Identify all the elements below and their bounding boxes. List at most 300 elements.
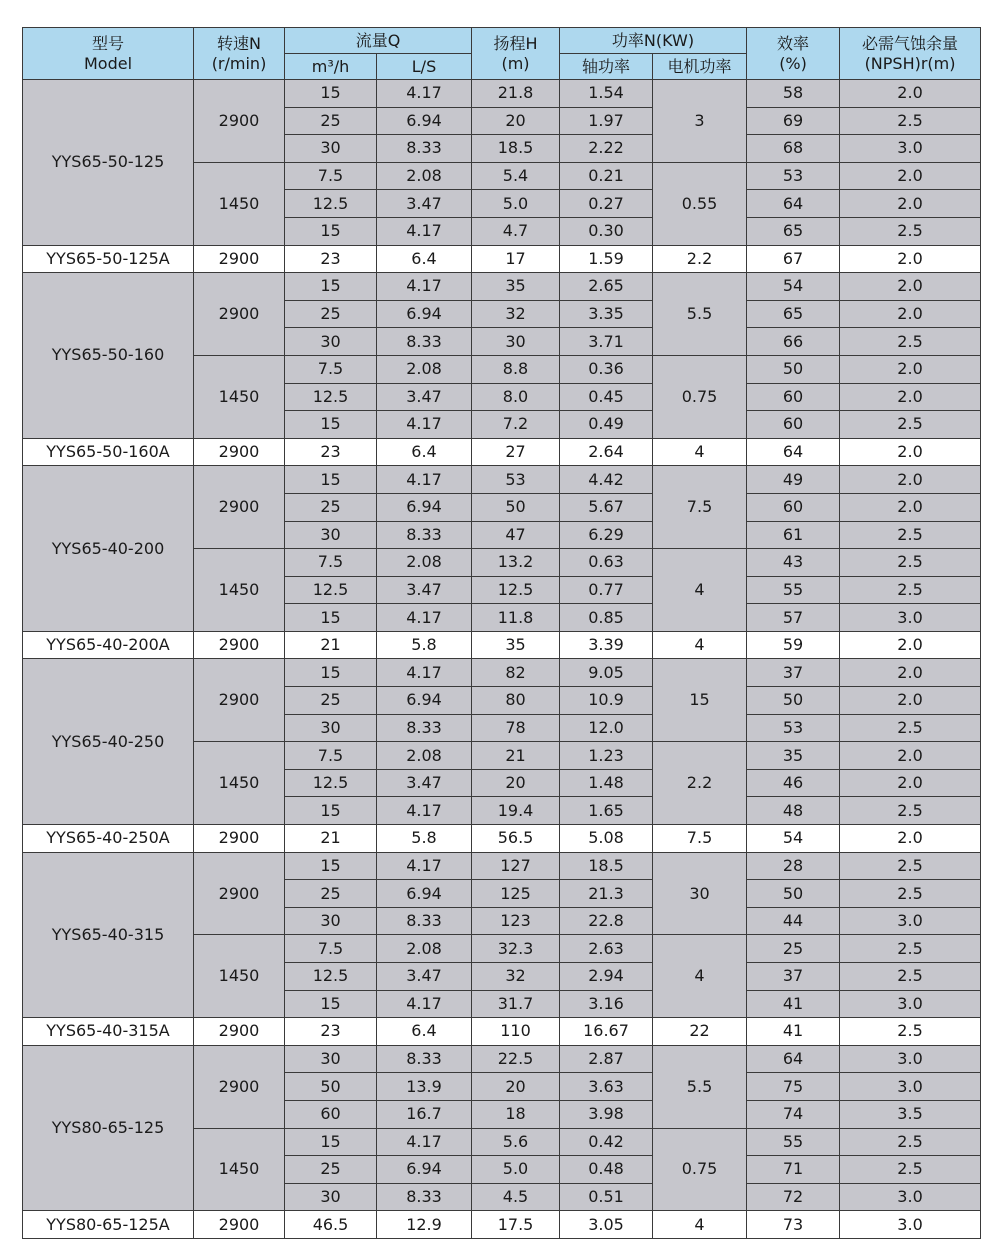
- flow-m3h-cell: 12.5: [285, 576, 377, 604]
- variant-model-cell: YYS65-50-160A: [23, 438, 194, 466]
- flow-m3h-cell: 7.5: [285, 935, 377, 963]
- efficiency-cell: 60: [747, 411, 840, 439]
- variant-model-cell: YYS65-40-200A: [23, 631, 194, 659]
- shaft-power-cell: 0.85: [560, 604, 653, 632]
- shaft-power-cell: 6.29: [560, 521, 653, 549]
- head-cell: 35: [472, 273, 560, 301]
- header-efficiency-unit: (%): [779, 53, 807, 73]
- head-cell: 27: [472, 438, 560, 466]
- flow-m3h-cell: 15: [285, 990, 377, 1018]
- variant-row: [23, 438, 981, 466]
- speed-cell: 2900: [194, 1045, 285, 1128]
- speed-cell: 2900: [194, 825, 285, 853]
- head-cell: 5.6: [472, 1128, 560, 1156]
- head-cell: 17.5: [472, 1211, 560, 1239]
- flow-ls-cell: 6.94: [377, 1156, 472, 1184]
- header-model-en: Model: [83, 53, 133, 73]
- header-head: [472, 28, 560, 80]
- head-cell: 22.5: [472, 1045, 560, 1073]
- table-row: [23, 659, 981, 687]
- efficiency-cell: 74: [747, 1100, 840, 1128]
- efficiency-cell: 60: [747, 383, 840, 411]
- npsh-cell: 2.5: [840, 328, 981, 356]
- motor-power-cell: 4: [653, 549, 747, 632]
- shaft-power-cell: 2.94: [560, 963, 653, 991]
- head-cell: 56.5: [472, 825, 560, 853]
- header-flow-ls: L/S: [377, 54, 472, 80]
- flow-m3h-cell: 7.5: [285, 162, 377, 190]
- flow-m3h-cell: 7.5: [285, 355, 377, 383]
- flow-m3h-cell: 15: [285, 852, 377, 880]
- shaft-power-cell: 1.54: [560, 80, 653, 108]
- header-motor-power: 电机功率: [653, 54, 747, 80]
- flow-ls-cell: 4.17: [377, 80, 472, 108]
- shaft-power-cell: 0.77: [560, 576, 653, 604]
- motor-power-cell: 30: [653, 852, 747, 935]
- speed-cell: 2900: [194, 466, 285, 549]
- flow-ls-cell: 8.33: [377, 1045, 472, 1073]
- speed-cell: 2900: [194, 1018, 285, 1046]
- shaft-power-cell: 1.48: [560, 769, 653, 797]
- speed-cell: 1450: [194, 355, 285, 438]
- head-cell: 13.2: [472, 549, 560, 577]
- flow-m3h-cell: 60: [285, 1100, 377, 1128]
- variant-row: [23, 1018, 981, 1046]
- motor-power-cell: 4: [653, 631, 747, 659]
- shaft-power-cell: 2.63: [560, 935, 653, 963]
- head-cell: 53: [472, 466, 560, 494]
- efficiency-cell: 49: [747, 466, 840, 494]
- shaft-power-cell: 3.16: [560, 990, 653, 1018]
- shaft-power-cell: 1.59: [560, 245, 653, 273]
- flow-ls-cell: 2.08: [377, 935, 472, 963]
- npsh-cell: 3.0: [840, 1045, 981, 1073]
- flow-ls-cell: 6.94: [377, 493, 472, 521]
- motor-power-cell: 7.5: [653, 825, 747, 853]
- efficiency-cell: 50: [747, 687, 840, 715]
- flow-m3h-cell: 7.5: [285, 742, 377, 770]
- speed-cell: 2900: [194, 438, 285, 466]
- flow-ls-cell: 3.47: [377, 383, 472, 411]
- flow-ls-cell: 2.08: [377, 742, 472, 770]
- flow-m3h-cell: 15: [285, 797, 377, 825]
- head-cell: 123: [472, 907, 560, 935]
- flow-ls-cell: 8.33: [377, 521, 472, 549]
- flow-m3h-cell: 15: [285, 80, 377, 108]
- shaft-power-cell: 9.05: [560, 659, 653, 687]
- speed-cell: 2900: [194, 245, 285, 273]
- flow-ls-cell: 4.17: [377, 217, 472, 245]
- efficiency-cell: 61: [747, 521, 840, 549]
- head-cell: 125: [472, 880, 560, 908]
- motor-power-cell: 0.75: [653, 1128, 747, 1211]
- flow-ls-cell: 4.17: [377, 1128, 472, 1156]
- shaft-power-cell: 18.5: [560, 852, 653, 880]
- shaft-power-cell: 0.49: [560, 411, 653, 439]
- head-cell: 5.0: [472, 190, 560, 218]
- table-row: [23, 273, 981, 301]
- head-cell: 110: [472, 1018, 560, 1046]
- flow-ls-cell: 4.17: [377, 411, 472, 439]
- model-cell: YYS65-50-160: [23, 273, 194, 439]
- flow-ls-cell: 8.33: [377, 1183, 472, 1211]
- head-cell: 18.5: [472, 135, 560, 163]
- efficiency-cell: 35: [747, 742, 840, 770]
- flow-m3h-cell: 30: [285, 135, 377, 163]
- head-cell: 17: [472, 245, 560, 273]
- header-speed-cn: 转速N: [217, 33, 261, 53]
- header-model-cn: 型号: [91, 33, 124, 53]
- flow-ls-cell: 6.94: [377, 300, 472, 328]
- flow-m3h-cell: 12.5: [285, 963, 377, 991]
- header-efficiency-cn: 效率: [777, 33, 810, 53]
- flow-ls-cell: 6.4: [377, 1018, 472, 1046]
- npsh-cell: 3.0: [840, 1211, 981, 1239]
- flow-ls-cell: 6.94: [377, 880, 472, 908]
- motor-power-cell: 2.2: [653, 245, 747, 273]
- head-cell: 31.7: [472, 990, 560, 1018]
- npsh-cell: 2.5: [840, 797, 981, 825]
- shaft-power-cell: 4.42: [560, 466, 653, 494]
- efficiency-cell: 50: [747, 880, 840, 908]
- npsh-cell: 2.0: [840, 80, 981, 108]
- shaft-power-cell: 2.65: [560, 273, 653, 301]
- table-header: [23, 28, 981, 80]
- npsh-cell: 2.5: [840, 852, 981, 880]
- flow-ls-cell: 3.47: [377, 576, 472, 604]
- efficiency-cell: 54: [747, 273, 840, 301]
- npsh-cell: 2.5: [840, 521, 981, 549]
- npsh-cell: 2.5: [840, 217, 981, 245]
- efficiency-cell: 46: [747, 769, 840, 797]
- flow-ls-cell: 2.08: [377, 549, 472, 577]
- npsh-cell: 2.5: [840, 935, 981, 963]
- npsh-cell: 2.0: [840, 493, 981, 521]
- speed-cell: 2900: [194, 1211, 285, 1239]
- head-cell: 47: [472, 521, 560, 549]
- efficiency-cell: 28: [747, 852, 840, 880]
- variant-model-cell: YYS65-40-315A: [23, 1018, 194, 1046]
- flow-m3h-cell: 15: [285, 659, 377, 687]
- efficiency-cell: 73: [747, 1211, 840, 1239]
- efficiency-cell: 72: [747, 1183, 840, 1211]
- motor-power-cell: 3: [653, 80, 747, 163]
- efficiency-cell: 41: [747, 990, 840, 1018]
- model-cell: YYS65-40-315: [23, 852, 194, 1018]
- efficiency-cell: 65: [747, 217, 840, 245]
- motor-power-cell: 4: [653, 935, 747, 1018]
- header-head-unit: (m): [501, 53, 530, 73]
- motor-power-cell: 2.2: [653, 742, 747, 825]
- shaft-power-cell: 5.67: [560, 493, 653, 521]
- head-cell: 5.0: [472, 1156, 560, 1184]
- header-model: [23, 28, 194, 80]
- flow-ls-cell: 13.9: [377, 1073, 472, 1101]
- npsh-cell: 2.0: [840, 190, 981, 218]
- flow-m3h-cell: 12.5: [285, 769, 377, 797]
- speed-cell: 1450: [194, 1128, 285, 1211]
- npsh-cell: 2.0: [840, 300, 981, 328]
- head-cell: 8.8: [472, 355, 560, 383]
- flow-ls-cell: 4.17: [377, 852, 472, 880]
- efficiency-cell: 54: [747, 825, 840, 853]
- shaft-power-cell: 2.22: [560, 135, 653, 163]
- variant-model-cell: YYS80-65-125A: [23, 1211, 194, 1239]
- head-cell: 20: [472, 1073, 560, 1101]
- efficiency-cell: 66: [747, 328, 840, 356]
- npsh-cell: 3.0: [840, 1183, 981, 1211]
- head-cell: 32: [472, 300, 560, 328]
- npsh-cell: 2.0: [840, 687, 981, 715]
- head-cell: 78: [472, 714, 560, 742]
- flow-m3h-cell: 23: [285, 438, 377, 466]
- efficiency-cell: 43: [747, 549, 840, 577]
- model-cell: YYS80-65-125: [23, 1045, 194, 1211]
- shaft-power-cell: 0.27: [560, 190, 653, 218]
- flow-m3h-cell: 25: [285, 107, 377, 135]
- flow-ls-cell: 4.17: [377, 659, 472, 687]
- flow-ls-cell: 3.47: [377, 769, 472, 797]
- flow-m3h-cell: 46.5: [285, 1211, 377, 1239]
- flow-ls-cell: 4.17: [377, 466, 472, 494]
- header-power: 功率N(KW): [560, 28, 747, 54]
- flow-ls-cell: 8.33: [377, 714, 472, 742]
- motor-power-cell: 5.5: [653, 273, 747, 356]
- flow-m3h-cell: 15: [285, 1128, 377, 1156]
- head-cell: 35: [472, 631, 560, 659]
- variant-model-cell: YYS65-50-125A: [23, 245, 194, 273]
- shaft-power-cell: 0.36: [560, 355, 653, 383]
- head-cell: 20: [472, 107, 560, 135]
- head-cell: 127: [472, 852, 560, 880]
- table-row: [23, 80, 981, 108]
- npsh-cell: 3.0: [840, 1073, 981, 1101]
- table-body: [23, 80, 981, 1239]
- shaft-power-cell: 3.35: [560, 300, 653, 328]
- flow-m3h-cell: 15: [285, 217, 377, 245]
- shaft-power-cell: 2.64: [560, 438, 653, 466]
- head-cell: 12.5: [472, 576, 560, 604]
- flow-m3h-cell: 25: [285, 880, 377, 908]
- head-cell: 8.0: [472, 383, 560, 411]
- flow-m3h-cell: 15: [285, 604, 377, 632]
- flow-m3h-cell: 30: [285, 521, 377, 549]
- shaft-power-cell: 3.98: [560, 1100, 653, 1128]
- flow-ls-cell: 3.47: [377, 963, 472, 991]
- motor-power-cell: 7.5: [653, 466, 747, 549]
- table-row: [23, 852, 981, 880]
- flow-ls-cell: 12.9: [377, 1211, 472, 1239]
- npsh-cell: 2.5: [840, 714, 981, 742]
- flow-m3h-cell: 25: [285, 493, 377, 521]
- shaft-power-cell: 2.87: [560, 1045, 653, 1073]
- head-cell: 80: [472, 687, 560, 715]
- npsh-cell: 2.0: [840, 466, 981, 494]
- npsh-cell: 2.5: [840, 576, 981, 604]
- shaft-power-cell: 0.51: [560, 1183, 653, 1211]
- shaft-power-cell: 1.65: [560, 797, 653, 825]
- head-cell: 5.4: [472, 162, 560, 190]
- shaft-power-cell: 3.63: [560, 1073, 653, 1101]
- flow-m3h-cell: 15: [285, 466, 377, 494]
- flow-ls-cell: 6.4: [377, 245, 472, 273]
- efficiency-cell: 64: [747, 438, 840, 466]
- model-cell: YYS65-50-125: [23, 80, 194, 246]
- npsh-cell: 2.0: [840, 273, 981, 301]
- flow-ls-cell: 4.17: [377, 273, 472, 301]
- shaft-power-cell: 1.97: [560, 107, 653, 135]
- efficiency-cell: 57: [747, 604, 840, 632]
- efficiency-cell: 69: [747, 107, 840, 135]
- head-cell: 32.3: [472, 935, 560, 963]
- npsh-cell: 2.5: [840, 880, 981, 908]
- flow-m3h-cell: 15: [285, 411, 377, 439]
- motor-power-cell: 4: [653, 1211, 747, 1239]
- speed-cell: 2900: [194, 852, 285, 935]
- npsh-cell: 3.0: [840, 907, 981, 935]
- motor-power-cell: 0.55: [653, 162, 747, 245]
- npsh-cell: 2.0: [840, 438, 981, 466]
- npsh-cell: 2.0: [840, 742, 981, 770]
- efficiency-cell: 68: [747, 135, 840, 163]
- efficiency-cell: 25: [747, 935, 840, 963]
- npsh-cell: 2.0: [840, 659, 981, 687]
- head-cell: 7.2: [472, 411, 560, 439]
- speed-cell: 1450: [194, 935, 285, 1018]
- efficiency-cell: 53: [747, 714, 840, 742]
- variant-model-cell: YYS65-40-250A: [23, 825, 194, 853]
- npsh-cell: 3.0: [840, 604, 981, 632]
- npsh-cell: 2.5: [840, 107, 981, 135]
- speed-cell: 1450: [194, 742, 285, 825]
- variant-row: [23, 1211, 981, 1239]
- npsh-cell: 2.0: [840, 355, 981, 383]
- flow-ls-cell: 6.94: [377, 107, 472, 135]
- header-flow-m3h: m³/h: [285, 54, 377, 80]
- speed-cell: 2900: [194, 80, 285, 163]
- flow-ls-cell: 16.7: [377, 1100, 472, 1128]
- header-npsh-unit: (NPSH)r(m): [864, 53, 956, 73]
- head-cell: 82: [472, 659, 560, 687]
- flow-ls-cell: 8.33: [377, 907, 472, 935]
- npsh-cell: 3.0: [840, 990, 981, 1018]
- flow-m3h-cell: 21: [285, 631, 377, 659]
- model-cell: YYS65-40-200: [23, 466, 194, 632]
- variant-row: [23, 631, 981, 659]
- efficiency-cell: 44: [747, 907, 840, 935]
- flow-ls-cell: 2.08: [377, 162, 472, 190]
- shaft-power-cell: 0.48: [560, 1156, 653, 1184]
- shaft-power-cell: 10.9: [560, 687, 653, 715]
- flow-ls-cell: 5.8: [377, 825, 472, 853]
- npsh-cell: 2.5: [840, 1018, 981, 1046]
- efficiency-cell: 37: [747, 659, 840, 687]
- flow-m3h-cell: 50: [285, 1073, 377, 1101]
- header-speed-unit: (r/min): [211, 53, 267, 73]
- flow-ls-cell: 6.4: [377, 438, 472, 466]
- flow-m3h-cell: 30: [285, 1183, 377, 1211]
- head-cell: 32: [472, 963, 560, 991]
- flow-ls-cell: 8.33: [377, 135, 472, 163]
- flow-m3h-cell: 30: [285, 907, 377, 935]
- speed-cell: 2900: [194, 659, 285, 742]
- shaft-power-cell: 0.21: [560, 162, 653, 190]
- npsh-cell: 2.0: [840, 825, 981, 853]
- shaft-power-cell: 1.23: [560, 742, 653, 770]
- header-flow: 流量Q: [285, 28, 472, 54]
- npsh-cell: 3.0: [840, 135, 981, 163]
- flow-ls-cell: 6.94: [377, 687, 472, 715]
- flow-ls-cell: 3.47: [377, 190, 472, 218]
- header-efficiency: [747, 28, 840, 80]
- npsh-cell: 2.0: [840, 383, 981, 411]
- shaft-power-cell: 5.08: [560, 825, 653, 853]
- flow-ls-cell: 5.8: [377, 631, 472, 659]
- flow-m3h-cell: 12.5: [285, 383, 377, 411]
- header-npsh-cn: 必需气蚀余量: [862, 33, 959, 53]
- shaft-power-cell: 3.05: [560, 1211, 653, 1239]
- efficiency-cell: 67: [747, 245, 840, 273]
- head-cell: 4.7: [472, 217, 560, 245]
- efficiency-cell: 53: [747, 162, 840, 190]
- shaft-power-cell: 12.0: [560, 714, 653, 742]
- flow-m3h-cell: 23: [285, 245, 377, 273]
- shaft-power-cell: 3.39: [560, 631, 653, 659]
- shaft-power-cell: 0.63: [560, 549, 653, 577]
- npsh-cell: 2.0: [840, 245, 981, 273]
- flow-m3h-cell: 25: [285, 300, 377, 328]
- efficiency-cell: 37: [747, 963, 840, 991]
- header-head-cn: 扬程H: [493, 33, 538, 53]
- flow-m3h-cell: 23: [285, 1018, 377, 1046]
- efficiency-cell: 64: [747, 190, 840, 218]
- npsh-cell: 2.5: [840, 1156, 981, 1184]
- head-cell: 18: [472, 1100, 560, 1128]
- efficiency-cell: 75: [747, 1073, 840, 1101]
- efficiency-cell: 41: [747, 1018, 840, 1046]
- npsh-cell: 2.5: [840, 963, 981, 991]
- npsh-cell: 2.0: [840, 769, 981, 797]
- npsh-cell: 2.5: [840, 1128, 981, 1156]
- flow-m3h-cell: 25: [285, 687, 377, 715]
- npsh-cell: 3.5: [840, 1100, 981, 1128]
- variant-row: [23, 825, 981, 853]
- pump-performance-table: [22, 27, 981, 1239]
- flow-m3h-cell: 15: [285, 273, 377, 301]
- motor-power-cell: 15: [653, 659, 747, 742]
- flow-ls-cell: 4.17: [377, 990, 472, 1018]
- shaft-power-cell: 22.8: [560, 907, 653, 935]
- head-cell: 11.8: [472, 604, 560, 632]
- efficiency-cell: 55: [747, 1128, 840, 1156]
- speed-cell: 2900: [194, 273, 285, 356]
- npsh-cell: 2.5: [840, 411, 981, 439]
- efficiency-cell: 50: [747, 355, 840, 383]
- npsh-cell: 2.5: [840, 549, 981, 577]
- efficiency-cell: 59: [747, 631, 840, 659]
- model-cell: YYS65-40-250: [23, 659, 194, 825]
- motor-power-cell: 22: [653, 1018, 747, 1046]
- shaft-power-cell: 16.67: [560, 1018, 653, 1046]
- npsh-cell: 2.0: [840, 162, 981, 190]
- motor-power-cell: 5.5: [653, 1045, 747, 1128]
- flow-m3h-cell: 21: [285, 825, 377, 853]
- flow-m3h-cell: 30: [285, 1045, 377, 1073]
- shaft-power-cell: 21.3: [560, 880, 653, 908]
- efficiency-cell: 64: [747, 1045, 840, 1073]
- shaft-power-cell: 0.45: [560, 383, 653, 411]
- efficiency-cell: 48: [747, 797, 840, 825]
